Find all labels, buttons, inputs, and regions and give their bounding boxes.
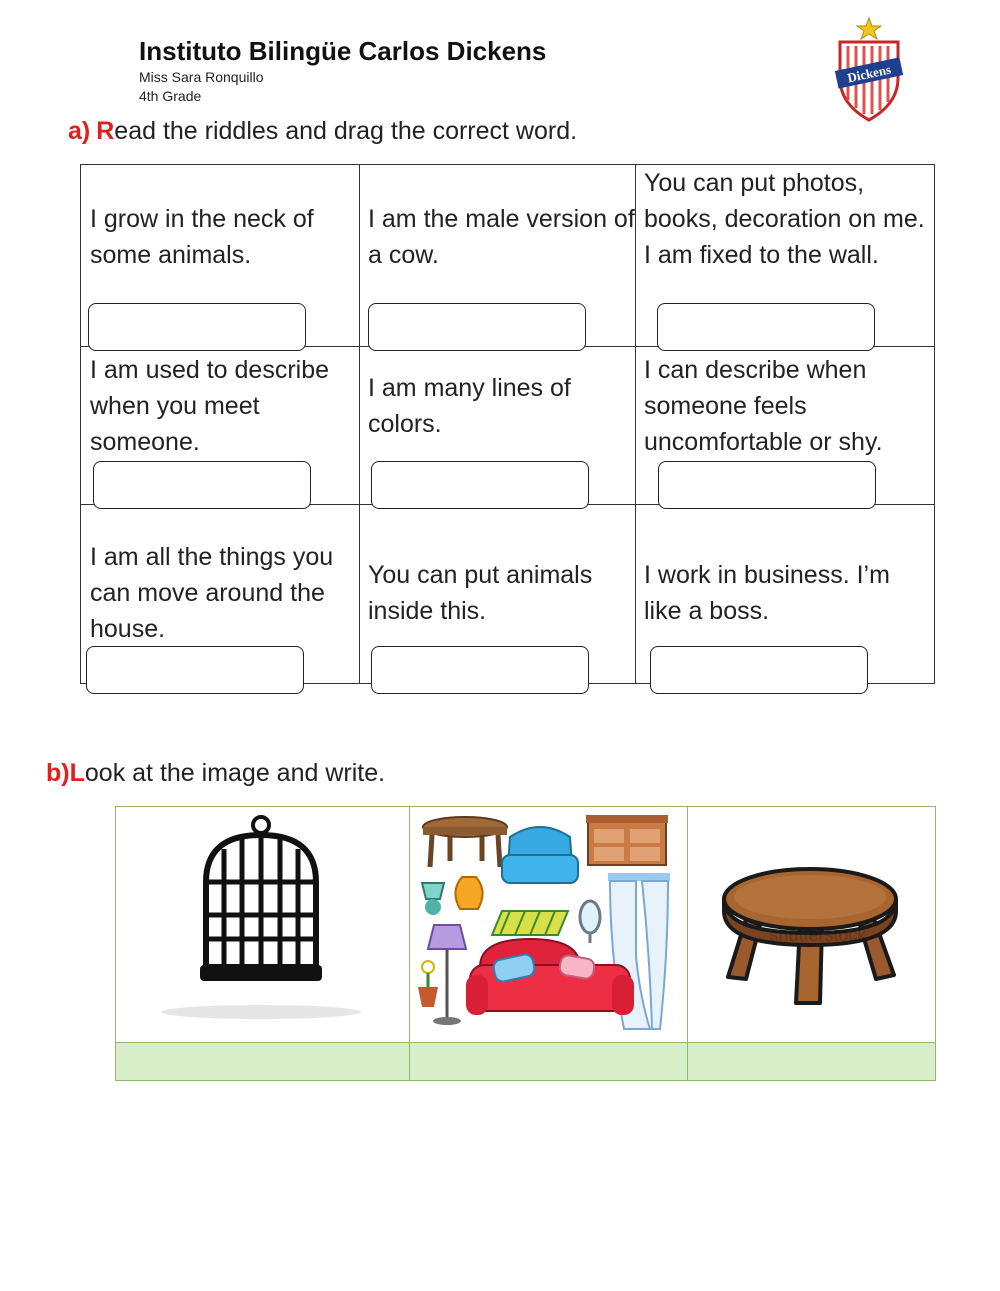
riddle-9: I work in business. I’m like a boss. [644,561,890,625]
write-cell-2[interactable] [410,1042,688,1080]
answer-box-2[interactable] [368,303,586,351]
picture-table [115,806,936,1081]
stool-icon [688,807,933,1037]
answer-box-6[interactable] [658,461,876,509]
riddle-8: You can put animals inside this. [368,561,593,625]
school-name: Instituto Bilingüe Carlos Dickens [139,36,547,66]
write-cell-1[interactable] [116,1042,410,1080]
section-a-title [68,117,577,146]
teacher-name: Miss Sara Ronquillo [139,69,264,85]
riddle-grid [80,164,935,684]
riddle-2: I am the male version of a cow. [368,205,635,269]
riddle-1: I grow in the neck of some animals. [90,205,314,269]
section-b-instruction: ook at the image and write. [84,759,386,787]
birdcage-icon [116,807,406,1037]
picture-cell-3 [688,807,935,1042]
section-b-first-letter: L [69,759,85,787]
riddle-3: You can put photos, books, decoration on me. I am fixed to the wall. [644,169,925,269]
grade-label: 4th Grade [139,88,202,104]
answer-box-9[interactable] [650,646,868,694]
section-a-instruction: ead the riddles and drag the correct word. [114,117,578,145]
picture-cell-2 [410,807,688,1042]
riddle-4: I am used to describe when you meet someone. [90,356,330,456]
section-a-marker: a) [68,117,91,145]
riddle-7: I am all the things you can move around the house. [90,543,334,643]
riddle-5: I am many lines of colors. [368,374,571,438]
write-cell-3[interactable] [688,1042,935,1080]
furniture-set-icon [410,807,686,1037]
section-b-marker: b) [46,759,70,787]
answer-box-5[interactable] [371,461,589,509]
answer-box-8[interactable] [371,646,589,694]
school-crest-icon [832,16,906,124]
answer-box-1[interactable] [88,303,306,351]
answer-box-4[interactable] [93,461,311,509]
answer-box-3[interactable] [657,303,875,351]
riddle-6: I can describe when someone feels uncomfortable or shy. [644,356,883,456]
section-a-first-letter: R [96,117,115,145]
shutterstock-watermark: shutterstock [769,925,867,945]
picture-cell-1 [116,807,410,1042]
svg-text:Dickens: Dickens [845,61,893,86]
section-b-title [46,759,385,788]
answer-box-7[interactable] [86,646,304,694]
